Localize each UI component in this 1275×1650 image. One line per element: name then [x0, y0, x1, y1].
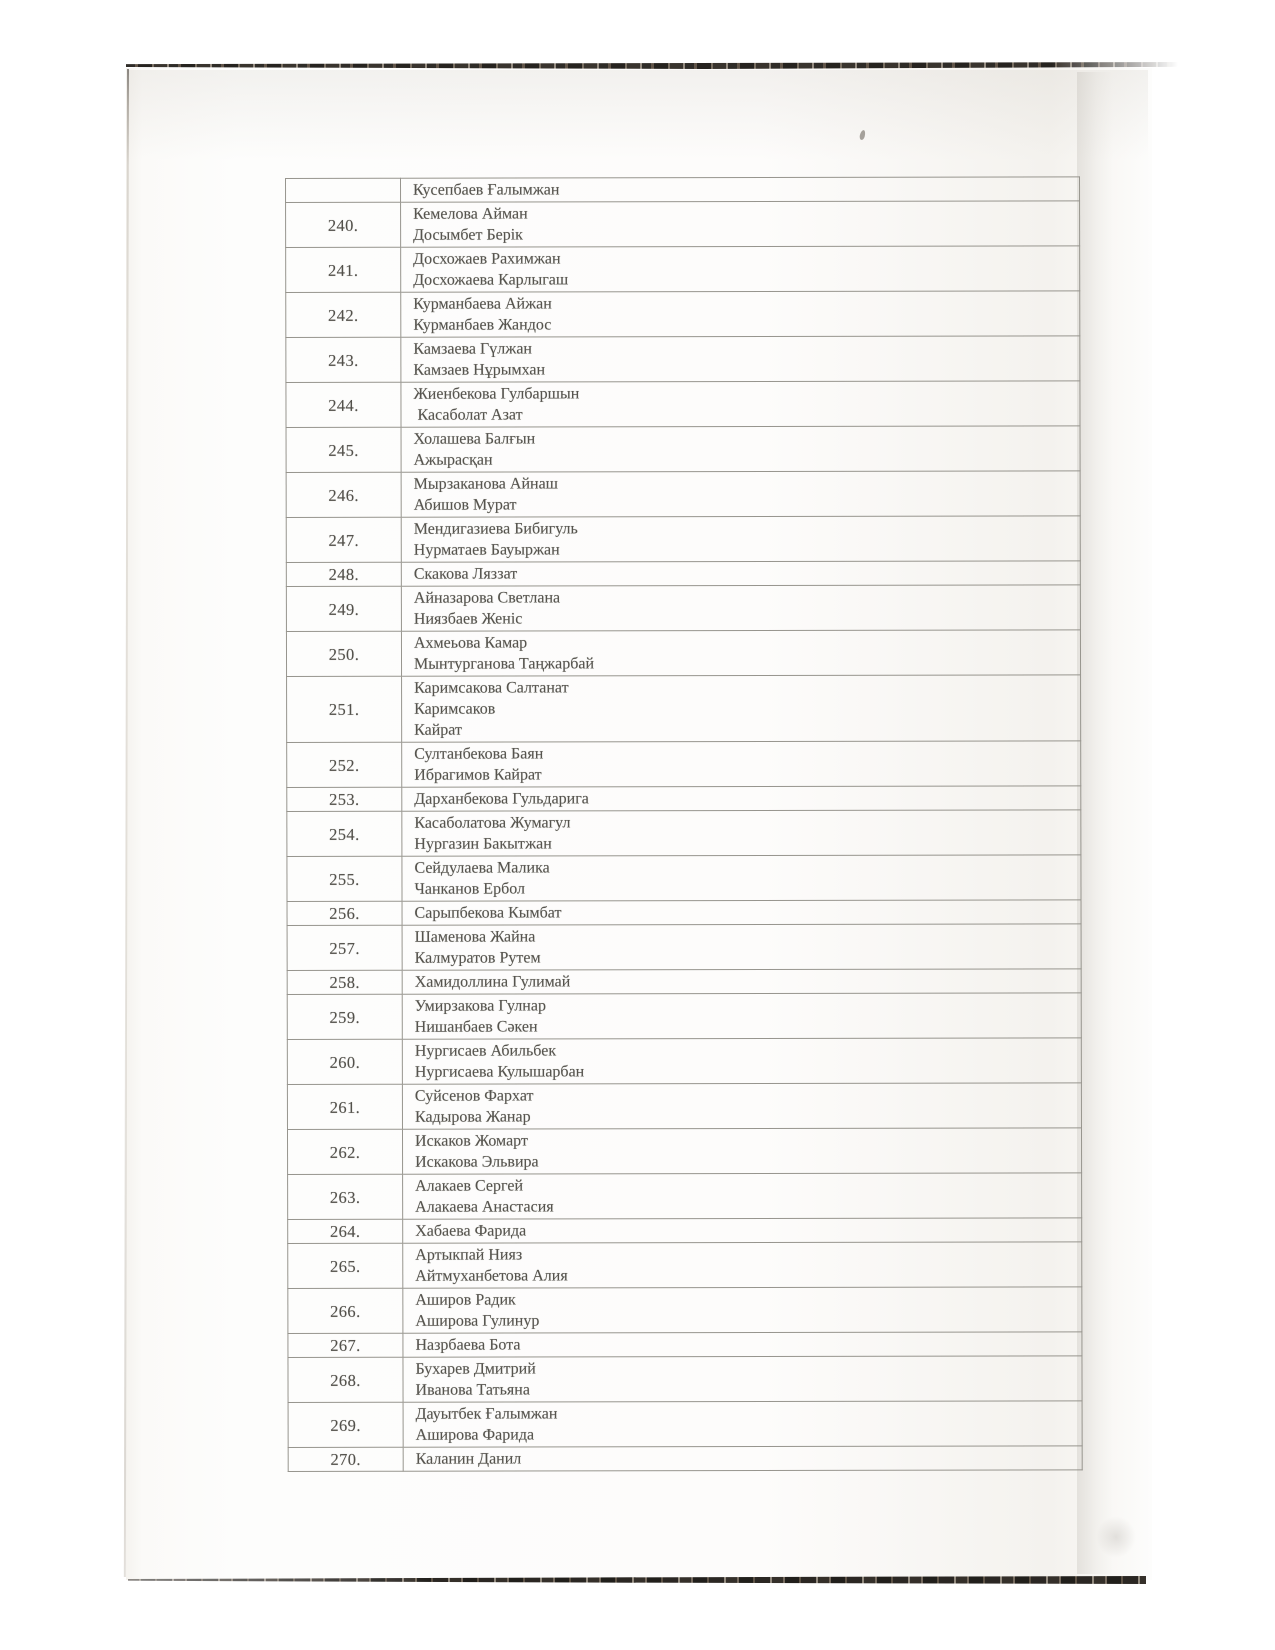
- person-name: Аширова Гулинур: [415, 1312, 540, 1330]
- person-name: Ахмеьова Камар: [413, 634, 528, 652]
- person-name: Артыкпай Нияз: [415, 1246, 523, 1264]
- table-row: [288, 1446, 1082, 1472]
- table-row: [286, 471, 1080, 518]
- table-row: [286, 516, 1080, 563]
- person-name: Ибрагимов Кайрат: [414, 766, 542, 784]
- table-row: [286, 291, 1080, 338]
- row-number-cell: 243.: [286, 337, 401, 382]
- row-number-cell: [286, 178, 401, 202]
- person-name: Абишов Мурат: [413, 496, 517, 514]
- person-name: Искаков Жомарт: [414, 1132, 528, 1150]
- person-name: Кусепбаев Ғалымжан: [413, 181, 560, 199]
- row-number-cell: 253.: [287, 787, 402, 811]
- row-names-cell: [403, 1173, 1082, 1219]
- person-name: Нургисаев Абильбек: [414, 1042, 557, 1060]
- person-name: Досымбет Берік: [413, 226, 523, 244]
- person-name: Каримсаков: [414, 700, 496, 718]
- person-name: Аширова Фарида: [415, 1426, 535, 1444]
- row-names-cell: [402, 1128, 1081, 1174]
- person-name: Алакаева Анастасия: [415, 1198, 554, 1216]
- person-name: Иванова Татьяна: [415, 1381, 530, 1399]
- row-names-cell: [402, 741, 1081, 787]
- row-number-cell: 250.: [286, 631, 401, 676]
- person-name: Чанканов Ербол: [414, 880, 526, 898]
- person-name: Хамидоллина Гулимай: [414, 973, 571, 991]
- person-name: Досхожаев Рахимжан: [413, 250, 561, 268]
- row-names-cell: [402, 786, 1081, 811]
- row-number-cell: 257.: [287, 925, 402, 970]
- table-row: [288, 1401, 1082, 1448]
- person-name: Камзаева Гүлжан: [413, 340, 532, 358]
- person-name: Курманбаев Жандос: [413, 316, 552, 334]
- person-name: Айназарова Светлана: [413, 589, 561, 607]
- person-name: Калмуратов Рутем: [414, 949, 541, 967]
- person-name: Шаменова Жайна: [414, 928, 536, 946]
- row-number-cell: 240.: [286, 202, 401, 247]
- table-row: [287, 855, 1081, 902]
- person-name: Нургисаева Кулышарбан: [414, 1063, 585, 1081]
- table-row: [287, 924, 1081, 971]
- table-row: [286, 561, 1080, 587]
- row-names-cell: [402, 900, 1081, 925]
- table-row: [287, 1128, 1081, 1175]
- table-row: [287, 969, 1081, 995]
- table-row: [288, 1218, 1082, 1244]
- person-name: Нурматаев Бауыржан: [413, 541, 560, 559]
- person-name: Султанбекова Баян: [414, 745, 544, 763]
- table-row: [286, 336, 1080, 383]
- row-number-cell: 260.: [287, 1039, 402, 1084]
- names-table: [285, 176, 1083, 1472]
- table-row: [286, 630, 1080, 677]
- row-names-cell: [401, 471, 1080, 517]
- row-number-cell: 261.: [287, 1084, 402, 1129]
- row-names-cell: [401, 630, 1080, 676]
- person-name: Назрбаева Бота: [415, 1336, 521, 1354]
- row-names-cell: [402, 969, 1081, 994]
- row-number-cell: 269.: [288, 1402, 403, 1447]
- row-number-cell: 264.: [288, 1219, 403, 1243]
- table-row: [288, 1332, 1082, 1358]
- row-number-cell: 251.: [287, 676, 402, 742]
- row-names-cell: [401, 201, 1080, 247]
- row-number-cell: 252.: [287, 742, 402, 787]
- row-names-cell: [401, 177, 1080, 202]
- row-number-cell: 241.: [286, 247, 401, 292]
- row-names-cell: [403, 1356, 1082, 1402]
- table-row: [286, 585, 1080, 632]
- row-number-cell: 266.: [288, 1288, 403, 1333]
- row-names-cell: [402, 855, 1081, 901]
- table-row: [286, 246, 1080, 293]
- row-names-cell: [401, 516, 1080, 562]
- row-number-cell: 265.: [288, 1243, 403, 1288]
- row-names-cell: [402, 810, 1081, 856]
- row-number-cell: 247.: [286, 517, 401, 562]
- person-name: Айтмуханбетова Алия: [415, 1267, 568, 1285]
- row-names-cell: [401, 585, 1080, 631]
- row-number-cell: 268.: [288, 1357, 403, 1402]
- table-row: [287, 675, 1081, 743]
- person-name: Сарыпбекова Кымбат: [414, 904, 562, 922]
- person-name: Аширов Радик: [415, 1291, 516, 1309]
- person-name: Камзаев Нұрымхан: [413, 361, 546, 379]
- table-row: [286, 201, 1080, 248]
- person-name: Мынтурганова Таңжарбай: [414, 655, 595, 673]
- row-names-cell: [403, 1332, 1082, 1357]
- row-names-cell: [402, 675, 1081, 742]
- row-names-cell: [402, 924, 1081, 970]
- table-row: [287, 1083, 1081, 1130]
- person-name: Касаболатова Жумагул: [414, 814, 571, 832]
- row-names-cell: [401, 381, 1080, 427]
- person-name: Мендигазиева Бибигуль: [413, 520, 578, 538]
- person-name: Нишанбаев Сәкен: [414, 1018, 538, 1036]
- row-number-cell: 270.: [288, 1447, 403, 1471]
- person-name: Умирзакова Гулнар: [414, 997, 546, 1015]
- table-row: [287, 810, 1081, 857]
- table-row: [286, 381, 1080, 428]
- table-row: [286, 426, 1080, 473]
- row-names-cell: [403, 1242, 1082, 1288]
- row-number-cell: 246.: [286, 472, 401, 517]
- row-names-cell: [401, 246, 1080, 292]
- row-names-cell: [401, 291, 1080, 337]
- row-names-cell: [403, 1446, 1082, 1471]
- row-number-cell: 249.: [286, 586, 401, 631]
- person-name: Каримсакова Салтанат: [414, 679, 569, 697]
- person-name: Бухарев Дмитрий: [415, 1360, 536, 1378]
- person-name: Кайрат: [414, 721, 462, 739]
- row-number-cell: 267.: [288, 1333, 403, 1357]
- row-number-cell: 262.: [287, 1129, 402, 1174]
- person-name: Холашева Балғын: [413, 430, 536, 448]
- row-names-cell: [403, 1218, 1082, 1243]
- person-name: Дауытбек Ғалымжан: [415, 1405, 558, 1423]
- row-number-cell: 255.: [287, 856, 402, 901]
- row-names-cell: [403, 1287, 1082, 1333]
- table-row: [287, 900, 1081, 926]
- row-number-cell: 248.: [286, 562, 401, 586]
- person-name: Ажырасқан: [413, 451, 493, 469]
- row-names-cell: [401, 426, 1080, 472]
- table-row: [287, 786, 1081, 812]
- table-row: [287, 993, 1081, 1040]
- row-number-cell: 244.: [286, 382, 401, 427]
- person-name: Кадырова Жанар: [414, 1108, 531, 1126]
- row-number-cell: 259.: [287, 994, 402, 1039]
- person-name: Досхожаева Карлыгаш: [413, 271, 569, 289]
- scan-corner-smudge: [1096, 1516, 1136, 1558]
- table-row: [288, 1173, 1082, 1220]
- row-names-cell: [402, 1038, 1081, 1084]
- person-name: Каланин Данил: [415, 1450, 522, 1468]
- person-name: Курманбаева Айжан: [413, 295, 552, 313]
- person-name: Кемелова Айман: [413, 205, 528, 223]
- row-names-cell: [402, 993, 1081, 1039]
- row-number-cell: 258.: [287, 970, 402, 994]
- row-names-cell: [401, 336, 1080, 382]
- row-number-cell: 254.: [287, 811, 402, 856]
- person-name: Искакова Эльвира: [415, 1153, 539, 1171]
- person-name: Дарханбекова Гульдарига: [414, 790, 589, 808]
- row-names-cell: [403, 1401, 1082, 1447]
- table-row: [288, 1242, 1082, 1289]
- person-name: Жиенбекова Гулбаршын: [413, 385, 580, 403]
- names-table-body: [286, 177, 1083, 1472]
- person-name: Сейдулаева Малика: [414, 859, 550, 877]
- person-name: Алакаев Сергей: [415, 1177, 524, 1195]
- table-row: [287, 741, 1081, 788]
- table-row: [286, 177, 1080, 203]
- row-number-cell: 245.: [286, 427, 401, 472]
- person-name: Ниязбаев Женіс: [413, 610, 523, 628]
- person-name: Хабаева Фарида: [415, 1222, 527, 1240]
- person-name: Мырзаканова Айнаш: [413, 475, 559, 493]
- row-number-cell: 256.: [287, 901, 402, 925]
- person-name: Нургазин Бакытжан: [414, 835, 552, 853]
- person-name: Скакова Ляззат: [413, 565, 518, 583]
- table-row: [288, 1287, 1082, 1334]
- row-names-cell: [402, 1083, 1081, 1129]
- table-row: [288, 1356, 1082, 1403]
- person-name: Суйсенов Фархат: [414, 1087, 534, 1105]
- row-number-cell: 242.: [286, 292, 401, 337]
- row-names-cell: [401, 561, 1080, 586]
- person-name: Касаболат Азат: [413, 406, 523, 424]
- row-number-cell: 263.: [288, 1174, 403, 1219]
- table-row: [287, 1038, 1081, 1085]
- scan-top-shading: [128, 70, 1148, 160]
